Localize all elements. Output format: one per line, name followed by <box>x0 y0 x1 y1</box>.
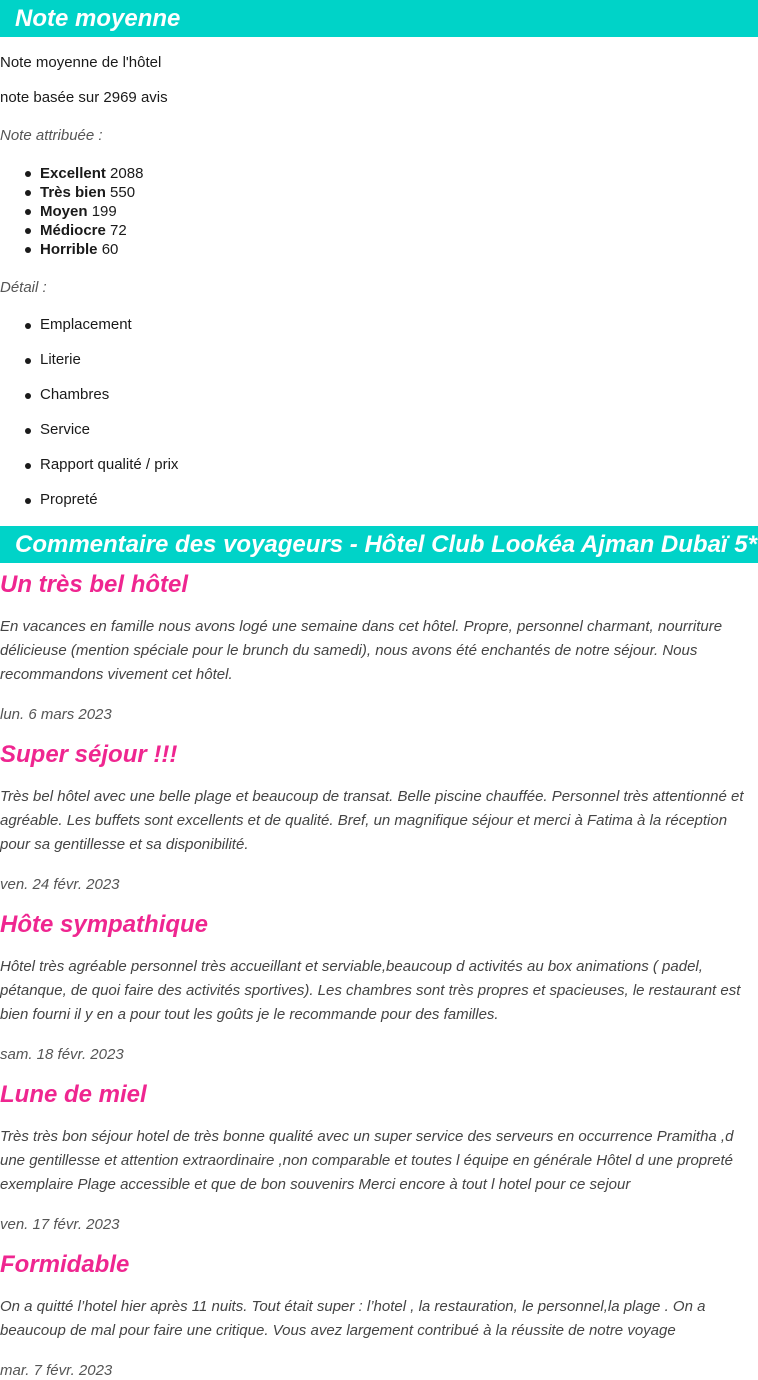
attributed-rating-label: Note attribuée : <box>0 127 103 144</box>
rating-label: Médiocre <box>40 222 106 239</box>
detail-item: Literie <box>40 351 758 369</box>
review-text: En vacances en famille nous avons logé une semaine dans cet hôtel. Propre, personnel charmant, nourriture délicieuse (mention spéciale pour le brunch du samedi), nous avons été enchantés de notre séjour. Nous recommandons vivement cet hôtel. <box>0 618 723 683</box>
rating-label: Excellent <box>40 165 106 182</box>
review-card <box>0 740 758 894</box>
review-title: Super séjour !!! <box>0 741 178 768</box>
detail-item: Rapport qualité / prix <box>40 456 758 474</box>
review-date: mar. 7 févr. 2023 <box>0 1362 113 1379</box>
detail-label: Détail : <box>0 279 47 296</box>
review-card <box>0 1080 758 1234</box>
review-date: sam. 18 févr. 2023 <box>0 1046 124 1063</box>
rating-label: Très bien <box>40 184 106 201</box>
detail-item: Service <box>40 421 758 439</box>
reviews-count: note basée sur 2969 avis <box>0 89 168 106</box>
rating-count: 550 <box>110 184 136 201</box>
detail-list <box>0 316 758 509</box>
review-date: ven. 17 févr. 2023 <box>0 1216 120 1233</box>
review-text: Très bel hôtel avec une belle plage et beaucoup de transat. Belle piscine chauffée. Personnel très attentionné et agréable. Les buffets sont excellents et de qualité. Bref, un magnifique séjour et merci à Fatima à la réception pour sa gentillesse et sa disponibilité. <box>0 788 744 853</box>
rating-label: Moyen <box>40 203 88 220</box>
rating-count: 199 <box>91 203 117 220</box>
detail-item: Propreté <box>40 491 758 509</box>
review-text: Hôtel très agréable personnel très accueillant et serviable,beaucoup d activités au box animations ( padel, pétanque, de quoi faire des activités sportives). Les chambres sont très propres et spacieuses, le restaurant est bien fourni il y en a pour tout les goûts je le recommande pour des familles. <box>0 958 741 1023</box>
rating-breakdown-list <box>0 164 758 259</box>
review-card <box>0 1250 758 1380</box>
reviews-section <box>0 526 758 1380</box>
review-title: Lune de miel <box>0 1081 147 1108</box>
detail-item: Emplacement <box>40 316 758 334</box>
reviews-header: Commentaire des voyageurs - Hôtel Club Lookéa Ajman Dubaï 5* <box>0 526 758 563</box>
rating-label: Horrible <box>40 241 98 258</box>
rating-item-excellent <box>40 164 758 183</box>
review-text: Très très bon séjour hotel de très bonne qualité avec un super service des serveurs en occurrence Pramitha ,d une gentillesse et attention extraordinaire ,non comparable et toutes l équipe en générale Hôtel d une propreté exemplaire Plage accessible et que de bon souvenirs Merci encore à tout l hotel pour ce sejour <box>0 1128 734 1193</box>
review-text: On a quitté l’hotel hier après 11 nuits. Tout était super : l’hotel , la restauration, le personnel,la plage . On a beaucoup de mal pour faire une critique. Vous avez largement contribué à la réussite de notre voyage <box>0 1298 706 1339</box>
rating-item-tres-bien <box>40 183 758 202</box>
average-rating-label: Note moyenne de l'hôtel <box>0 54 162 71</box>
rating-count: 2088 <box>110 165 144 182</box>
rating-count: 72 <box>110 222 127 239</box>
review-card <box>0 910 758 1064</box>
review-card <box>0 570 758 724</box>
rating-section <box>0 0 758 509</box>
review-date: lun. 6 mars 2023 <box>0 706 112 723</box>
detail-item: Chambres <box>40 386 758 404</box>
review-title: Hôte sympathique <box>0 911 209 938</box>
rating-item-mediocre <box>40 221 758 240</box>
rating-count: 60 <box>101 241 119 258</box>
review-date: ven. 24 févr. 2023 <box>0 876 120 893</box>
review-title: Un très bel hôtel <box>0 571 189 598</box>
rating-item-moyen <box>40 202 758 221</box>
rating-header: Note moyenne <box>0 0 758 37</box>
rating-item-horrible <box>40 240 758 259</box>
review-title: Formidable <box>0 1251 130 1278</box>
